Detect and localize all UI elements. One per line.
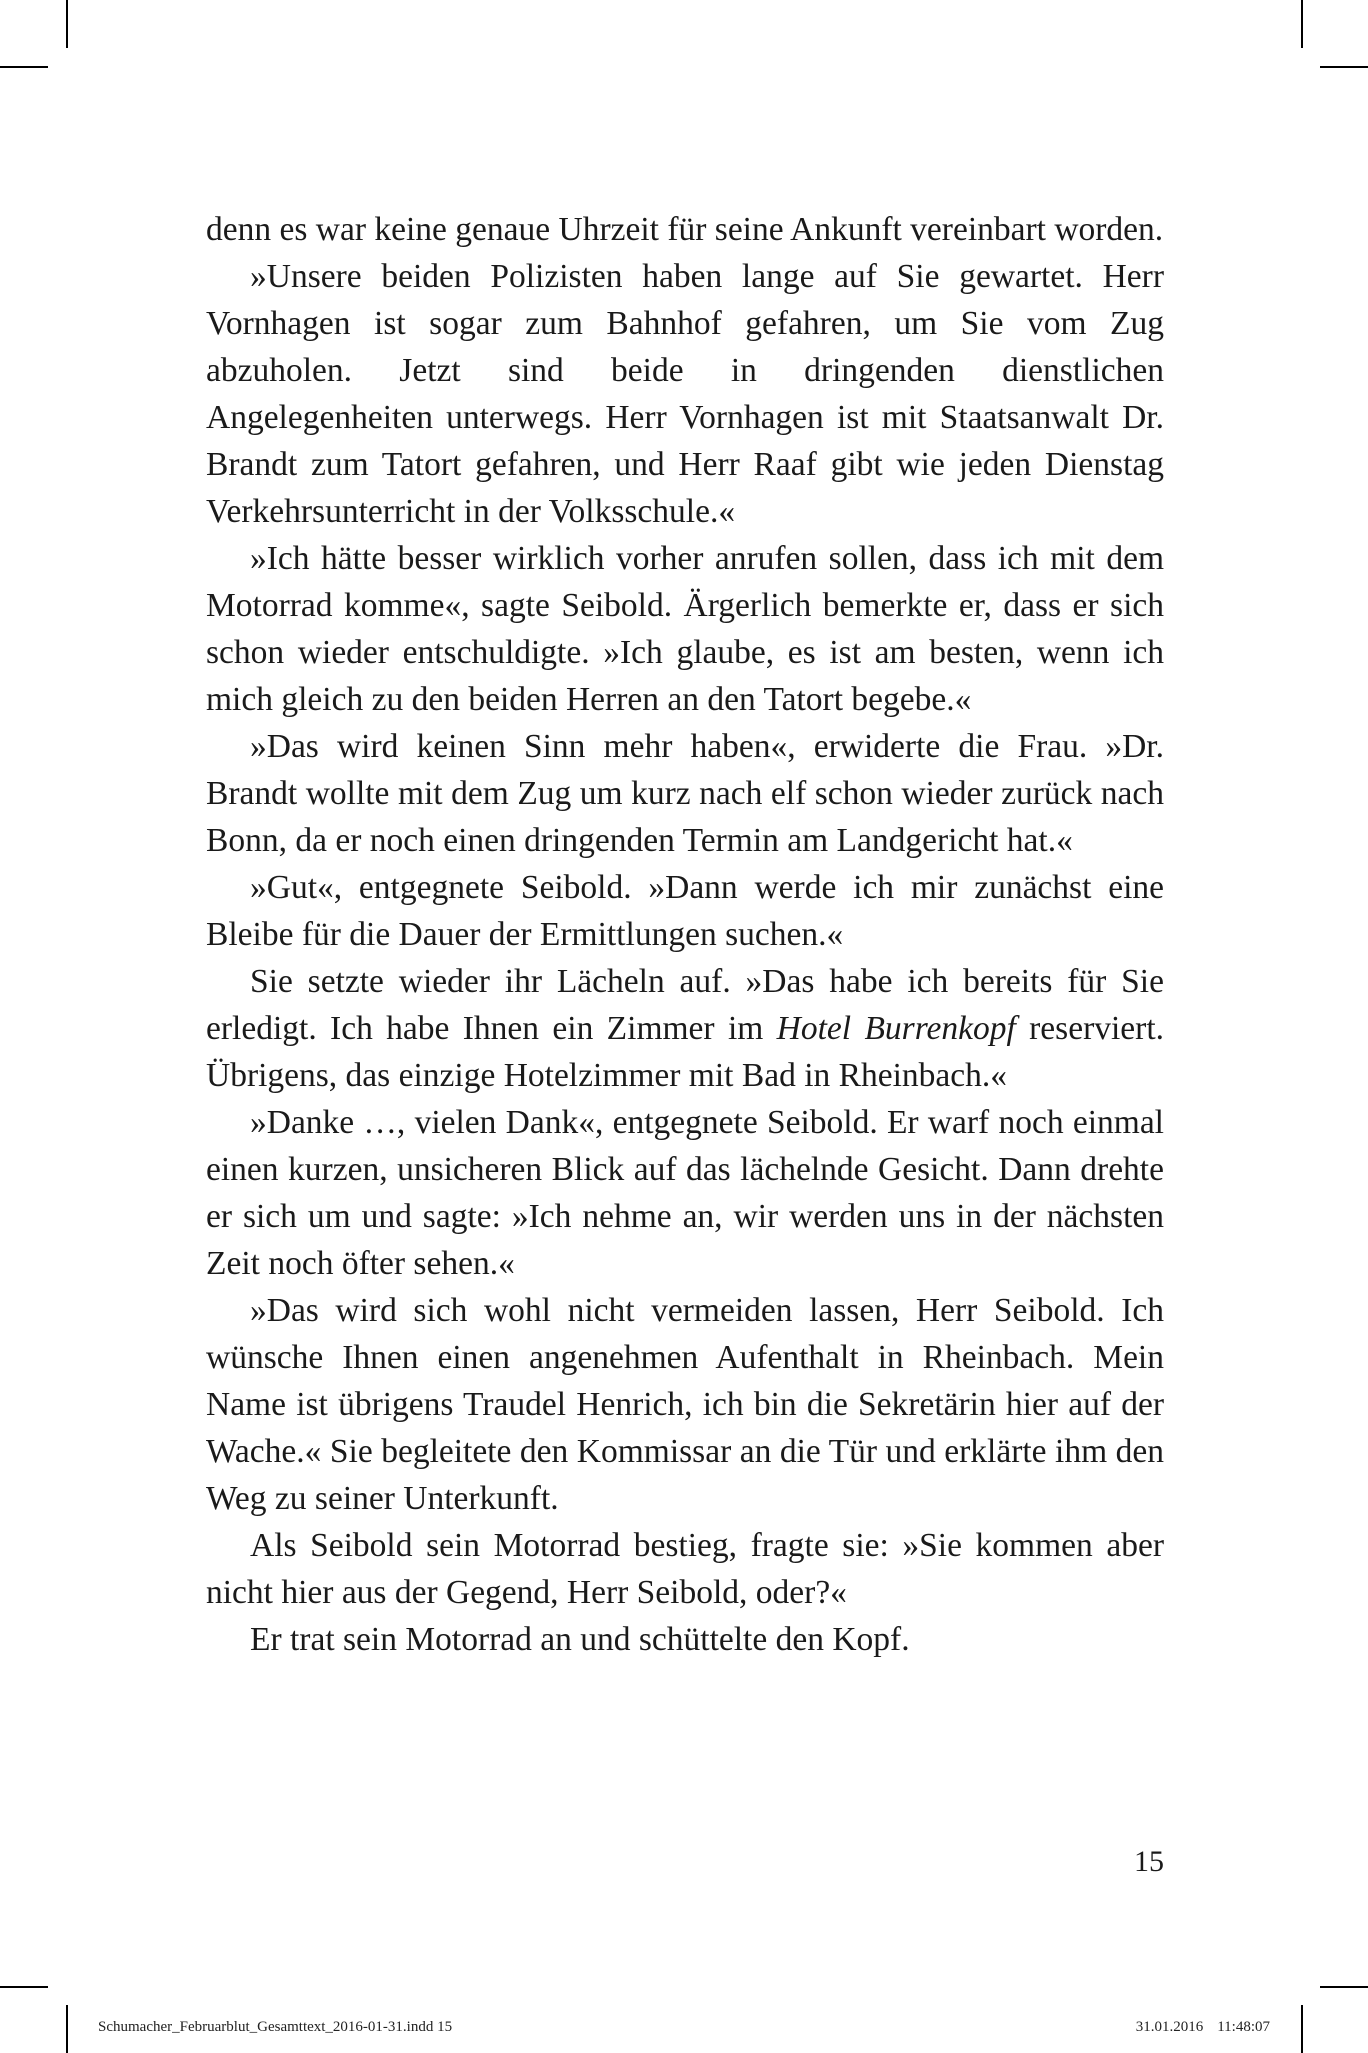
print-slug-filename: Schumacher_Februarblut_Gesamttext_2016-01-31.indd 15 (98, 2019, 453, 2035)
crop-mark-bottom-right-h (1320, 1986, 1368, 1988)
paragraph-segment: denn es war keine genaue Uhrzeit für seine Ankunft vereinbart worden. (206, 211, 1164, 248)
paragraph (206, 958, 1164, 1099)
paragraph (206, 535, 1164, 723)
crop-mark-top-right-h (1320, 66, 1368, 68)
print-slug-date: 31.01.2016 (1135, 2019, 1204, 2035)
page-number: 15 (1134, 1845, 1164, 1878)
paragraph-segment: »Gut«, entgegnete Seibold. »Dann werde ich mir zunächst eine Bleibe für die Dauer der Ermittlungen suchen.« (206, 869, 1164, 953)
print-slug-timestamp (1136, 2017, 1270, 2037)
paragraph-italic-segment: Hotel Burrenkopf (776, 1010, 1016, 1047)
body-text (206, 206, 1164, 1663)
crop-mark-top-left (66, 0, 68, 48)
paragraph-segment: »Ich hätte besser wirklich vorher anrufen sollen, dass ich mit dem Motorrad komme«, sagte Seibold. Ärgerlich bemerkte er, dass er sich schon wieder entschuldigte. »Ich glaube, es ist am besten, wenn ich mich gleich zu den beiden Herren an den Tatort begebe.« (206, 540, 1164, 718)
crop-mark-bottom-right (1301, 2005, 1303, 2053)
print-slug-time: 11:48:07 (1217, 2019, 1270, 2035)
paragraph (206, 1522, 1164, 1616)
paragraph (206, 1616, 1164, 1663)
crop-mark-top-right (1301, 0, 1303, 48)
paragraph-segment: »Unsere beiden Polizisten haben lange auf Sie gewartet. Herr Vornhagen ist sogar zum Bahnhof gefahren, um Sie vom Zug abzuholen. Jetzt sind beide in dringenden dienstlichen Angelegenheiten unterwegs. Herr Vornhagen ist mit Staatsanwalt Dr. Brandt zum Tatort gefahren, und Herr Raaf gibt wie jeden Dienstag Verkehrsunterricht in der Volksschule.« (206, 258, 1164, 530)
paragraph (206, 1287, 1164, 1522)
crop-mark-top-left-h (0, 66, 48, 68)
paragraph-segment: reserviert. Übrigens, das einzige Hotelzimmer mit Bad in Rheinbach.« (206, 1010, 1165, 1094)
paragraph-segment: Er trat sein Motorrad an und schüttelte den Kopf. (250, 1621, 910, 1658)
paragraph-segment: »Das wird keinen Sinn mehr haben«, erwiderte die Frau. »Dr. Brandt wollte mit dem Zug um kurz nach elf schon wieder zurück nach Bonn, da er noch einen dringenden Termin am Landgericht hat.« (206, 728, 1164, 859)
paragraph (206, 864, 1164, 958)
paragraph (206, 206, 1164, 253)
paragraph (206, 253, 1164, 535)
crop-mark-bottom-left (66, 2005, 68, 2053)
paragraph-segment: »Danke …, vielen Dank«, entgegnete Seibold. Er warf noch einmal einen kurzen, unsicheren Blick auf das lächelnde Gesicht. Dann drehte er sich um und sagte: »Ich nehme an, wir werden uns in der nächsten Zeit noch öfter sehen.« (206, 1104, 1164, 1282)
paragraph-segment: Sie setzte wieder ihr Lächeln auf. »Das habe ich bereits für Sie erledigt. Ich habe Ihnen ein Zimmer im (206, 963, 1164, 1047)
paragraph-segment: Als Seibold sein Motorrad bestieg, fragte sie: »Sie kommen aber nicht hier aus der Gegend, Herr Seibold, oder?« (206, 1527, 1164, 1611)
paragraph (206, 723, 1164, 864)
crop-mark-bottom-left-h (0, 1986, 48, 1988)
paragraph (206, 1099, 1164, 1287)
paragraph-segment: »Das wird sich wohl nicht vermeiden lassen, Herr Seibold. Ich wünsche Ihnen einen angenehmen Aufenthalt in Rheinbach. Mein Name ist übrigens Traudel Henrich, ich bin die Sekretärin hier auf der Wache.« Sie begleitete den Kommissar an die Tür und erklärte ihm den Weg zu seiner Unterkunft. (206, 1292, 1164, 1517)
